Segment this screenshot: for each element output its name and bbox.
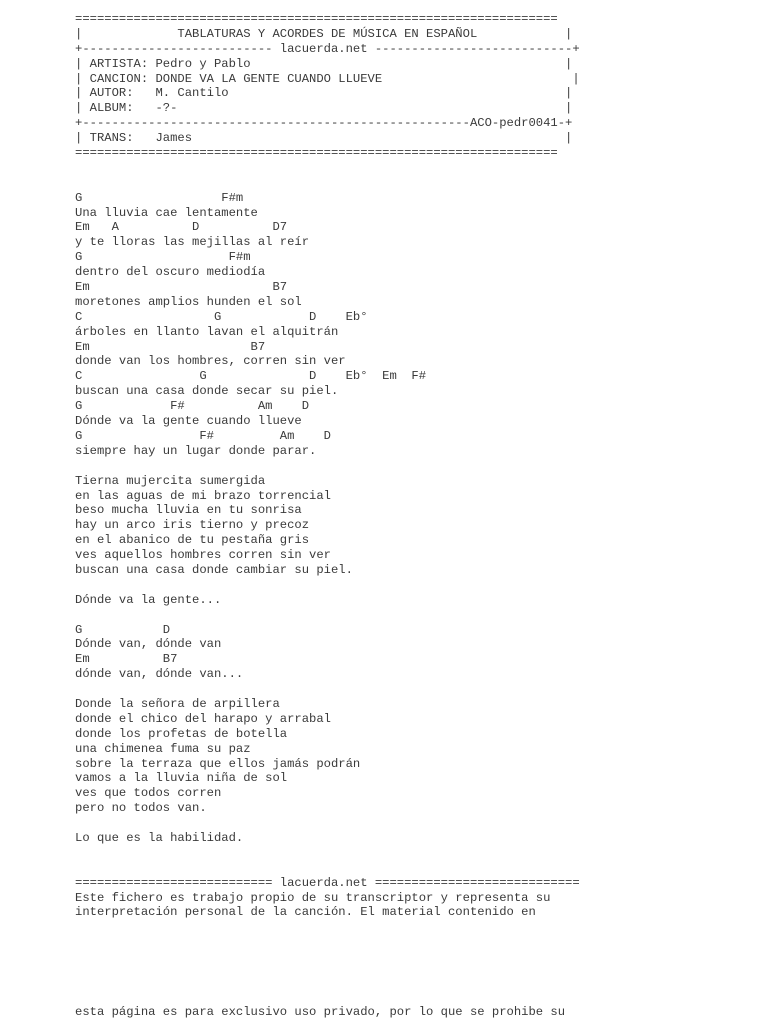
song-line: Dónde va la gente... <box>75 592 222 607</box>
header-autor: | AUTOR: M. Cantilo | <box>75 86 573 101</box>
song-line: beso mucha lluvia en tu sonrisa <box>75 503 302 518</box>
tab-document <box>75 12 580 920</box>
header-cancion: | CANCION: DONDE VA LA GENTE CUANDO LLUEVE | <box>75 71 580 86</box>
song-line: Este fichero es trabajo propio de su transcriptor y representa su <box>75 890 551 905</box>
song-line <box>75 861 580 876</box>
song-line: C G D Eb° Em F# <box>75 369 427 384</box>
song-line: Lo que es la habilidad. <box>75 830 244 845</box>
spacer <box>75 161 580 176</box>
song-line: Em B7 <box>75 652 178 667</box>
song-line: ves aquellos hombres corren sin ver <box>75 548 331 563</box>
song-line <box>75 578 580 593</box>
song-line <box>75 682 580 697</box>
spacer <box>75 176 580 191</box>
song-line <box>75 816 580 831</box>
song-line <box>75 459 580 474</box>
song-line: =========================== lacuerda.net ============================ <box>75 875 580 890</box>
song-line: Dónde va la gente cuando llueve <box>75 414 302 429</box>
song-line: Donde la señora de arpillera <box>75 696 280 711</box>
song-line: Em B7 <box>75 339 266 354</box>
song-line: interpretación personal de la canción. El material contenido en <box>75 905 536 920</box>
song-line: Em B7 <box>75 280 288 295</box>
song-line: dentro del oscuro mediodía <box>75 265 266 280</box>
header-album: | ALBUM: -?- | <box>75 101 573 116</box>
song-line: vamos a la lluvia niña de sol <box>75 771 288 786</box>
footer-tail-line: esta página es para exclusivo uso privado, por lo que se prohibe su <box>75 1005 566 1019</box>
header-site-line: +-------------------------- lacuerda.net ---------------------------+ <box>75 41 580 56</box>
song-line: Dónde van, dónde van <box>75 637 222 652</box>
song-line: dónde van, dónde van... <box>75 667 244 682</box>
song-line: una chimenea fuma su paz <box>75 741 251 756</box>
header-rule-top: ================================================================== <box>75 12 558 26</box>
song-body <box>75 191 580 921</box>
header-title: | TABLATURAS Y ACORDES DE MÚSICA EN ESPAÑOL | <box>75 26 573 41</box>
song-line: Em A D D7 <box>75 220 288 235</box>
header-rule-bottom: ================================================================== <box>75 146 558 161</box>
header-artista: | ARTISTA: Pedro y Pablo | <box>75 56 573 71</box>
song-line: sobre la terraza que ellos jamás podrán <box>75 756 361 771</box>
song-line: Tierna mujercita sumergida <box>75 473 266 488</box>
song-line: en el abanico de tu pestaña gris <box>75 533 310 548</box>
song-line: buscan una casa donde secar su piel. <box>75 384 339 399</box>
song-line: árboles en llanto lavan el alquitrán <box>75 324 339 339</box>
song-line: donde el chico del harapo y arrabal <box>75 711 331 726</box>
song-line <box>75 846 580 861</box>
song-line: G F# Am D <box>75 428 331 443</box>
song-line: y te lloras las mejillas al reír <box>75 235 310 250</box>
song-line: moretones amplios hunden el sol <box>75 294 302 309</box>
song-line: ves que todos corren <box>75 786 222 801</box>
song-line: C G D Eb° <box>75 309 368 324</box>
song-line: G F#m <box>75 190 244 205</box>
song-line: pero no todos van. <box>75 801 207 816</box>
song-line: hay un arco iris tierno y precoz <box>75 518 310 533</box>
header-trans: | TRANS: James | <box>75 131 573 146</box>
song-line: G D <box>75 622 171 637</box>
song-line: siempre hay un lugar donde parar. <box>75 443 317 458</box>
song-line: G F# Am D <box>75 399 310 414</box>
song-line: G F#m <box>75 250 251 265</box>
header-code-line: +-----------------------------------------------------ACO-pedr0041-+ <box>75 116 573 131</box>
song-line <box>75 608 580 623</box>
song-line: buscan una casa donde cambiar su piel. <box>75 562 353 577</box>
song-line: donde van los hombres, corren sin ver <box>75 354 346 369</box>
song-line: donde los profetas de botella <box>75 726 288 741</box>
song-line: en las aguas de mi brazo torrencial <box>75 488 331 503</box>
song-line: Una lluvia cae lentamente <box>75 205 258 220</box>
